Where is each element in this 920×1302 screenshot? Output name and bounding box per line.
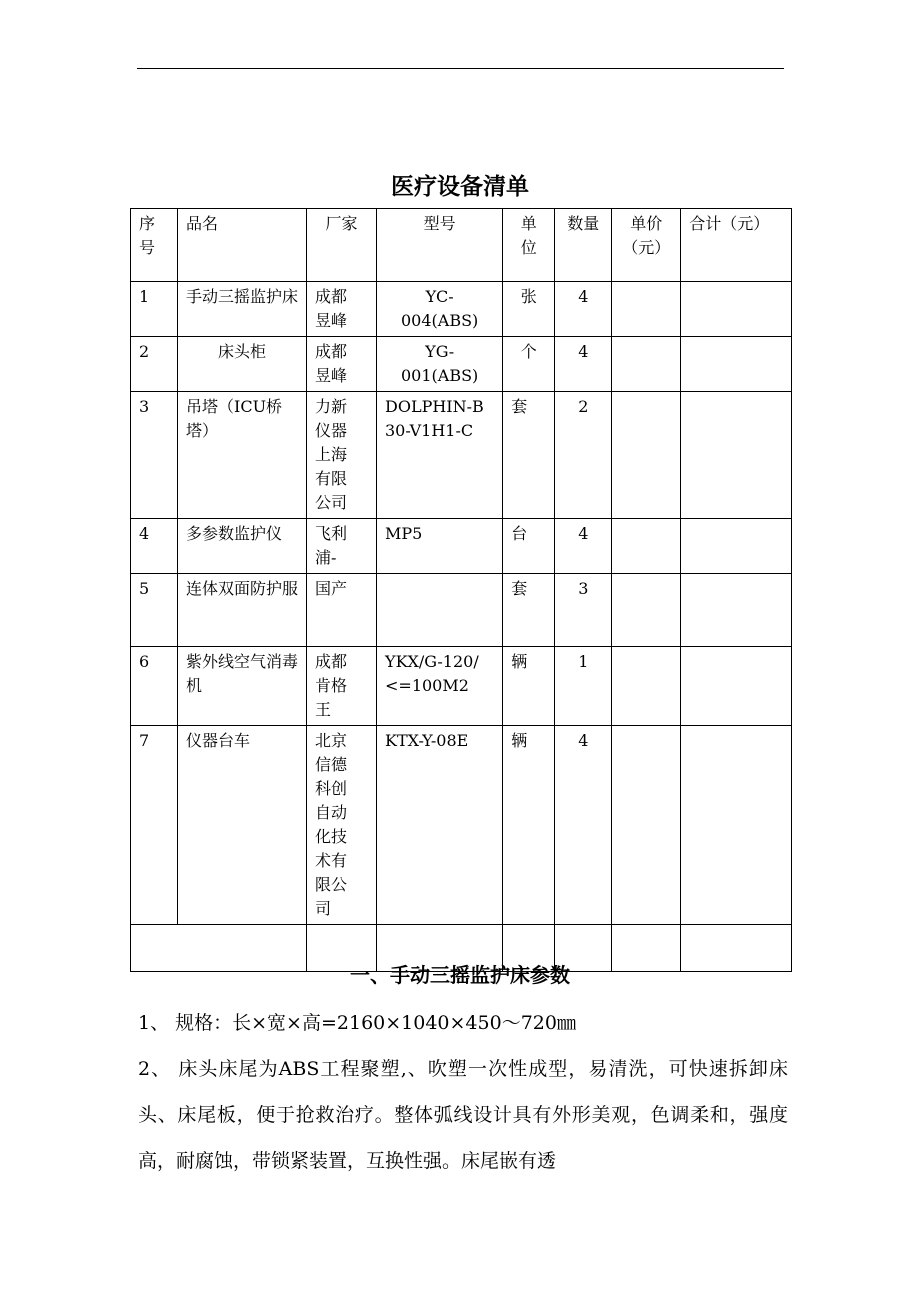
cell-manufacturer: 力新仪器上海有限公司 bbox=[307, 392, 377, 519]
cell-name: 紫外线空气消毒机 bbox=[178, 647, 307, 726]
cell-quantity: 3 bbox=[555, 574, 612, 647]
cell-quantity: 4 bbox=[555, 282, 612, 337]
cell-total bbox=[681, 337, 792, 392]
cell-total bbox=[681, 392, 792, 519]
cell-unit: 个 bbox=[503, 337, 555, 392]
cell-unit-price bbox=[612, 574, 681, 647]
cell-unit-price bbox=[612, 392, 681, 519]
cell-manufacturer: 北京信德科创自动化技术有限公司 bbox=[307, 726, 377, 925]
cell-manufacturer: 成都肯格王 bbox=[307, 647, 377, 726]
section-heading: 一、手动三摇监护床参数 bbox=[350, 963, 570, 987]
header-quantity: 数量 bbox=[567, 214, 600, 233]
table-row bbox=[131, 519, 792, 574]
table-header-row bbox=[131, 209, 792, 282]
cell-total bbox=[681, 647, 792, 726]
cell-unit: 套 bbox=[503, 574, 555, 647]
cell-index: 2 bbox=[131, 337, 178, 392]
cell-manufacturer: 成都昱峰 bbox=[307, 282, 377, 337]
cell-index: 5 bbox=[131, 574, 178, 647]
cell-unit: 辆 bbox=[503, 647, 555, 726]
cell-index: 4 bbox=[131, 519, 178, 574]
table-row bbox=[131, 726, 792, 925]
header-manufacturer: 厂家 bbox=[325, 214, 358, 233]
spec-item-2: 2、 床头床尾为ABS工程聚塑,、吹塑一次性成型，易清洗，可快速拆卸床头、床尾板，便于抢救治疗。整体弧线设计具有外形美观，色调柔和，强度高，耐腐蚀，带锁紧装置，互换性强。床尾嵌有透 bbox=[138, 1058, 788, 1172]
cell-unit: 套 bbox=[503, 392, 555, 519]
cell-manufacturer: 飞利浦- bbox=[307, 519, 377, 574]
cell-name: 连体双面防护服 bbox=[178, 574, 307, 647]
table-row bbox=[131, 337, 792, 392]
header-index: 序号 bbox=[139, 214, 156, 257]
table-row bbox=[131, 282, 792, 337]
table-row bbox=[131, 647, 792, 726]
equipment-table bbox=[130, 208, 792, 972]
cell-name: 吊塔（ICU桥塔） bbox=[178, 392, 307, 519]
header-name: 品名 bbox=[186, 214, 219, 233]
cell-model: YKX/G-120/<=100M2 bbox=[377, 647, 503, 726]
cell-unit: 台 bbox=[503, 519, 555, 574]
cell-quantity: 4 bbox=[555, 519, 612, 574]
cell-name: 手动三摇监护床 bbox=[178, 282, 307, 337]
cell-manufacturer: 国产 bbox=[307, 574, 377, 647]
cell-unit: 辆 bbox=[503, 726, 555, 925]
cell-total bbox=[681, 519, 792, 574]
cell-quantity: 1 bbox=[555, 647, 612, 726]
cell-name: 床头柜 bbox=[178, 337, 307, 392]
document-title: 医疗设备清单 bbox=[391, 174, 529, 200]
cell-name: 仪器台车 bbox=[178, 726, 307, 925]
cell-model bbox=[377, 574, 503, 647]
cell-index: 1 bbox=[131, 282, 178, 337]
cell-total bbox=[681, 574, 792, 647]
cell-quantity: 4 bbox=[555, 337, 612, 392]
cell-model: MP5 bbox=[377, 519, 503, 574]
table-row bbox=[131, 392, 792, 519]
cell-unit-price bbox=[612, 282, 681, 337]
header-rule bbox=[137, 68, 784, 69]
cell-quantity: 2 bbox=[555, 392, 612, 519]
cell-model: DOLPHIN-B30-V1H1-C bbox=[377, 392, 503, 519]
header-unit: 单位 bbox=[520, 214, 537, 257]
header-model: 型号 bbox=[423, 214, 456, 233]
cell-unit-price bbox=[612, 726, 681, 925]
cell-manufacturer: 成都昱峰 bbox=[307, 337, 377, 392]
cell-unit-price bbox=[612, 519, 681, 574]
table-row bbox=[131, 574, 792, 647]
cell-index: 7 bbox=[131, 726, 178, 925]
header-unit-price: 单价（元） bbox=[622, 214, 671, 257]
cell-unit-price bbox=[612, 647, 681, 726]
header-total: 合计（元） bbox=[689, 214, 770, 233]
cell-unit: 张 bbox=[503, 282, 555, 337]
cell-model: YC-004(ABS) bbox=[377, 282, 503, 337]
cell-total bbox=[681, 726, 792, 925]
cell-quantity: 4 bbox=[555, 726, 612, 925]
cell-name: 多参数监护仪 bbox=[178, 519, 307, 574]
cell-index: 3 bbox=[131, 392, 178, 519]
cell-model: KTX-Y-08E bbox=[377, 726, 503, 925]
cell-unit-price bbox=[612, 337, 681, 392]
cell-model: YG-001(ABS) bbox=[377, 337, 503, 392]
spec-item-1: 1、 规格：长×宽×高=2160×1040×450～720㎜ bbox=[138, 1012, 576, 1034]
cell-index: 6 bbox=[131, 647, 178, 726]
cell-total bbox=[681, 282, 792, 337]
